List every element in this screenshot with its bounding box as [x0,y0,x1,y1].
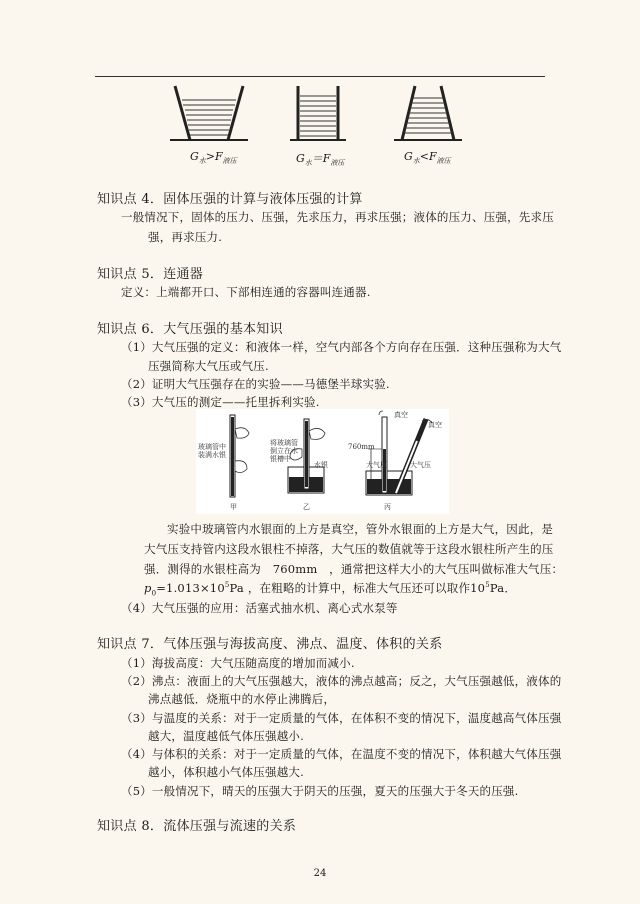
kp4-line-1: 一般情况下，固体的压力、压强，先求压力，再求压强；液体的压力、压强，先求压 [121,210,554,224]
kp6-line-2: 压强简称大气压或气压. [148,359,269,373]
figure-label-mercury: 水银 [314,461,328,469]
figure-sub-a: 甲 [230,503,237,511]
figure-sub-c: 丙 [384,503,391,511]
tube-full-illustration [230,415,249,497]
figure-sub-b: 乙 [303,503,310,511]
kp6-line-4: （3）大气压的测定——托里拆利实验. [121,395,320,409]
vessel-diagrams [170,82,470,146]
page-number: 24 [313,868,327,879]
kp8-title: 知识点 8．流体压强与流速的关系 [97,819,297,834]
header-rule [95,76,545,77]
kp6-title: 知识点 6．大气压强的基本知识 [97,322,283,337]
kp7-title: 知识点 7．气体压强与海拔高度、沸点、温度、体积的关系 [97,637,443,652]
kp4-title: 知识点 4．固体压强的计算与液体压强的计算 [97,192,363,207]
figure-label-invert: 将玻璃管 倒立在水 银槽中 [270,439,298,463]
figure-label-760mm: 760mm [348,443,375,451]
kp7-line-1: （1）海拔高度：大气压随高度的增加而减小. [121,656,355,670]
kp6-line-3: （2）证明大气压强存在的实验——马德堡半球实验. [121,377,390,391]
kp6-para-3: 强．测得的水银柱高为 760mm ，通常把这样大小的大气压叫做标准大气压： [144,562,564,576]
kp6-para-1: 实验中玻璃管内水银面的上方是真空，管外水银面的上方是大气，因此，是 [167,522,554,536]
kp6-formula: $p_0=1.013\times 10^5Pa$ ，在粗略的计算中，标准大气压还可以取作$10^5Pa$． [144,581,517,598]
tube-measurement-illustration [366,411,432,495]
vessel-caption-3: $G_水<F_{液压}$ [404,150,451,166]
kp7-line-7: 越小，体积越小气体压强越大. [148,765,304,779]
vessel-straight [290,86,346,140]
torricelli-figure [196,409,449,514]
kp7-line-6: （4）与体积的关系：对于一定质量的气体，在温度不变的情况下，体积越大气体压强 [121,747,562,761]
figure-label-atm-1: 大气压 [366,461,387,469]
kp7-line-8: （5）一般情况下，晴天的压强大于阴天的压强，夏天的压强大于冬天的压强. [121,784,519,798]
kp6-para-2: 大气压支持管内这段水银柱不掉落，大气压的数值就等于这段水银柱所产生的压 [144,542,554,556]
vessel-caption-2: $G_水=F_{液压}$ [296,152,345,168]
figure-label-vacuum-2: 真空 [428,421,442,429]
kp5-line-1: 定义：上端都开口、下部相连通的容器叫连通器. [121,285,371,299]
kp7-line-3: 沸点越低．烧瓶中的水停止沸腾后， [148,692,336,706]
figure-label-vacuum-1: 真空 [394,411,408,419]
kp4-line-2: 强，再求压力. [148,230,223,244]
kp7-line-2: （2）沸点：液面上的大气压强越大，液体的沸点越高；反之，大气压强越低，液体的 [121,674,562,688]
kp5-title: 知识点 5．连通器 [97,267,204,282]
kp6-item-4: （4）大气压强的应用：活塞式抽水机、离心式水泵等 [121,601,398,615]
figure-label-atm-2: 大气压 [410,461,431,469]
vessel-wide-top [170,86,248,140]
figure-label-fill: 玻璃管中 装满水银 [198,443,226,459]
vessel-caption-1: $G_水>F_{液压}$ [190,150,237,166]
kp6-line-1: （1）大气压强的定义：和液体一样，空气内部各个方向存在压强．这种压强称为大气 [121,340,562,354]
kp7-line-5: 越大，温度越低气体压强越小. [148,729,304,743]
kp7-line-4: （3）与温度的关系：对于一定质量的气体，在体积不变的情况下，温度越高气体压强 [121,711,562,725]
